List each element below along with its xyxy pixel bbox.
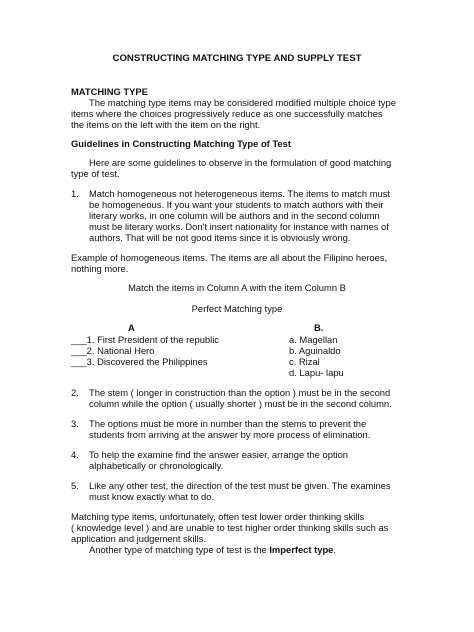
list-item-line: alphabetically or chronologically. (89, 460, 224, 471)
column-a-item: ___2. National Hero (71, 345, 155, 356)
list-number: 4. (71, 449, 79, 460)
list-item-line: literary works, in one column will be authors and in the second column (89, 210, 380, 221)
paragraph-line: The matching type items may be considered modified multiple choice type (89, 97, 396, 108)
column-b-item: a. Magellan (289, 334, 338, 345)
imperfect-type-term: Imperfect type (269, 544, 334, 555)
list-item-line: authors. That will be not good items since it is obviously wrong. (89, 232, 351, 243)
list-item-line: must know exactly what to do. (89, 491, 215, 502)
section-heading-guidelines: Guidelines in Constructing Matching Type of Test (71, 138, 291, 149)
paragraph-line: ( knowledge level ) and are unable to test higher order thinking skills such as (71, 522, 389, 533)
column-b-item: c. Rizal (289, 356, 320, 367)
perfect-matching-label: Perfect Matching type (191, 303, 283, 314)
column-a-item: ___1. First President of the republic (71, 334, 219, 345)
column-b-header: B. (314, 322, 324, 333)
paragraph-line: items where the choices progressively reduce as one successfully matches (71, 108, 383, 119)
paragraph-line: Here are some guidelines to observe in the formulation of good matching (89, 157, 392, 168)
column-a-header: A (128, 322, 135, 333)
list-item-line: be homogeneous. If you want your students to match authors with their (89, 199, 384, 210)
list-item-line: students from arriving at the answer by more process of elimination. (89, 429, 371, 440)
paragraph-line: the items on the left with the item on the right. (71, 119, 261, 130)
list-number: 2. (71, 387, 79, 398)
list-item-line: must be literary works. Don't insert nationality for instance with names of (89, 221, 389, 232)
list-item-line: Like any other test, the direction of the test must be given. The examines (89, 480, 391, 491)
paragraph-line: type of test. (71, 168, 120, 179)
column-b-item: b. Aguinaldo (289, 345, 341, 356)
list-number: 1. (71, 188, 79, 199)
paragraph-last-line (89, 544, 336, 555)
section-heading-matching-type: MATCHING TYPE (71, 86, 148, 97)
document-title: CONSTRUCTING MATCHING TYPE AND SUPPLY TEST (112, 53, 362, 64)
last-line-suffix: . (333, 544, 337, 555)
column-b-item: d. Lapu- lapu (289, 367, 344, 378)
paragraph-line: Matching type items, unfortunately, often test lower order thinking skills (71, 511, 365, 522)
list-item-line: column while the option ( usually shorter ) must be in the second column. (89, 398, 392, 409)
list-number: 3. (71, 418, 79, 429)
match-instruction: Match the items in Column A with the item Column B (128, 282, 346, 293)
paragraph-line: nothing more. (71, 263, 129, 274)
list-number: 5. (71, 480, 79, 491)
list-item-line: To help the examine find the answer easier, arrange the option (89, 449, 349, 460)
paragraph-line: Example of homogeneous items. The items are all about the Filipino heroes, (71, 252, 388, 263)
paragraph-line: application and judgement skills. (71, 533, 206, 544)
list-item-line: Match homogeneous not heterogeneous items. The items to match must (89, 188, 391, 199)
list-item-line: The stem ( longer in construction than the option ) must be in the second (89, 387, 391, 398)
list-item-line: The options must be more in number than the stems to prevent the (89, 418, 367, 429)
last-line-prefix: Another type of matching type of test is the (89, 544, 270, 555)
column-a-item: ___3. Discovered the Philippines (71, 356, 208, 367)
